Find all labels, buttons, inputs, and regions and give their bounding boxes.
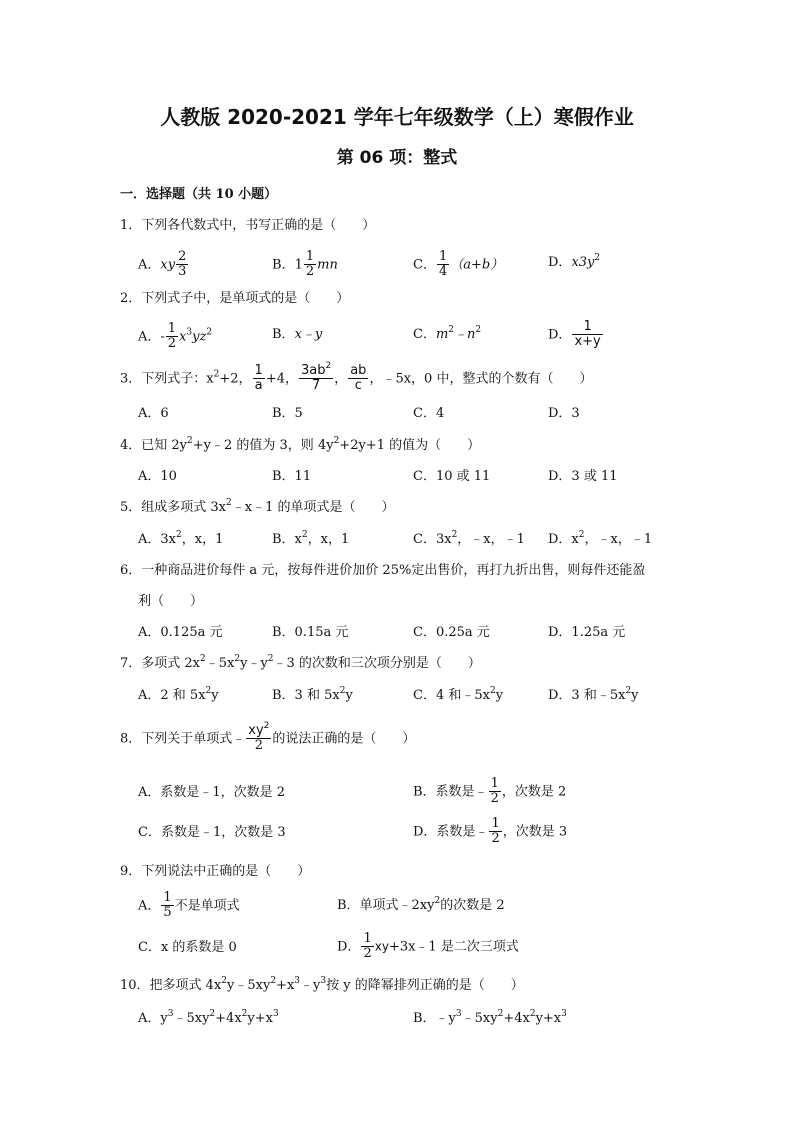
q1-option-c: C． $\frac{1}{4}$ （a+b） [413, 249, 504, 280]
q3-option-d: D．3 [548, 406, 580, 421]
q2-option-b: B．x﹣y [272, 327, 323, 342]
question-7-stem: 7．多项式 $2x^2﹣5x^2y﹣y^2﹣3$ 的次数和三次项分别是（ ） [120, 654, 481, 671]
fraction: $\frac{2}{3}$ [178, 249, 187, 280]
q6-option-a: A．0.125a 元 [138, 625, 223, 640]
q4-option-a: A．10 [138, 469, 177, 484]
fraction: $\frac{1}{2}$ [305, 249, 315, 280]
fraction: $\frac{1}{5}$ [163, 890, 172, 921]
fraction: $\frac{ab}{c}$ [350, 363, 367, 394]
q1-option-b: B．1 $\frac{1}{2}$ mn [272, 249, 338, 280]
q10-option-b: B．$﹣y^3﹣5xy^2+4x^2y+x^3$ [413, 1009, 567, 1026]
fraction: $\frac{1}{a}$ [254, 363, 263, 394]
document-title: 人教版 2020-2021 学年七年级数学（上）寒假作业 [160, 105, 634, 129]
q9-option-a: A． $\frac{1}{5}$ 不是单项式 [138, 890, 240, 921]
q8-option-a: A．系数是﹣1，次数是 2 [138, 785, 286, 800]
fraction: $\frac{1}{4}$ [438, 249, 448, 280]
question-9-stem: 9．下列说法中正确的是（ ） [120, 864, 311, 879]
q9-option-c: C．x 的系数是 0 [138, 940, 237, 955]
q7-option-d: D．3 和$﹣5x^2y$ [548, 686, 639, 703]
document-subtitle: 第 06 项：整式 [336, 148, 458, 168]
q9-option-b: B．单项式$﹣2xy^2$的次数是 2 [337, 896, 505, 913]
question-8-stem: 8．下列关于单项式﹣ $\frac{xy^2}{2}$ 的说法正确的是（ ） [120, 721, 416, 754]
fraction: $\frac{3ab^2}{7}$ [300, 361, 332, 394]
question-5-stem: 5．组成多项式 $3x^2﹣x﹣1$ 的单项式是（ ） [120, 498, 395, 515]
question-3-stem: 3．下列式子：$x^2+2$， $\frac{1}{a}$ +4， $\frac{3ab^2}{7}$ ， $\frac{ab}{c}$ ，﹣5x，0 中，整式的个数有（ ） [120, 361, 593, 394]
q2-option-d: D． $\frac{1}{x+y}$ [548, 319, 601, 350]
q1-option-a: A．xy $\frac{2}{3}$ [138, 249, 187, 280]
q1-option-d: D．$x3y^2$ [548, 253, 601, 270]
q9-option-d: D． $\frac{1}{2}$ xy+3x﹣1 是二次三项式 [337, 931, 519, 962]
section-heading: 一．选择题（共 10 小题） [120, 187, 278, 202]
q5-option-b: B．$x^2$，x，1 [272, 530, 350, 547]
q3-option-a: A．6 [138, 406, 169, 421]
q3-option-b: B．5 [272, 406, 303, 421]
question-1-stem: 1．下列各代数式中，书写正确的是（ ） [120, 218, 376, 233]
question-6-stem-line-1: 6．一种商品进价每件 a 元，按每件进价加价 25%定出售价，再打九折出售，则每件还能盈 [120, 563, 646, 578]
q6-option-d: D．1.25a 元 [548, 625, 626, 640]
q8-option-b: B．系数是﹣ $\frac{1}{2}$ ，次数是 2 [413, 776, 567, 807]
question-6-stem-line-2: 利（ ） [138, 594, 204, 609]
q4-option-b: B．11 [272, 469, 312, 484]
q7-option-a: A．2 和 $5x^2y$ [138, 686, 219, 703]
fraction: $\frac{1}{x+y}$ [574, 319, 601, 350]
q3-option-c: C．4 [413, 406, 445, 421]
q5-option-a: A．$3x^2$，x，1 [138, 530, 224, 547]
q4-option-d: D．3 或 11 [548, 469, 618, 484]
question-2-stem: 2．下列式子中，是单项式的是（ ） [120, 291, 350, 306]
q8-option-d: D．系数是﹣ $\frac{1}{2}$ ，次数是 3 [413, 816, 568, 847]
q8-option-c: C．系数是﹣1，次数是 3 [138, 825, 286, 840]
question-4-stem: 4．已知 $2y^2+y﹣2$ 的值为 3，则 $4y^2+2y+1$ 的值为（ ） [120, 436, 481, 453]
fraction: $\frac{1}{2}$ [363, 931, 372, 962]
q2-option-a: A．- $\frac{1}{2}$ $x^3yz^2$ [138, 321, 213, 352]
q6-option-b: B．0.15a 元 [272, 625, 349, 640]
fraction: $\frac{1}{2}$ [167, 321, 177, 352]
fraction: $\frac{1}{2}$ [491, 816, 500, 847]
q10-option-a: A．$y^3﹣5xy^2+4x^2y+x^3$ [138, 1009, 279, 1026]
q5-option-d: D．$x^2$，﹣x，﹣1 [548, 530, 653, 547]
q5-option-c: C．$3x^2$，﹣x，﹣1 [413, 530, 525, 547]
q4-option-c: C．10 或 11 [413, 469, 491, 484]
fraction: $\frac{1}{2}$ [490, 776, 499, 807]
q7-option-b: B．3 和 $5x^2y$ [272, 686, 353, 703]
q7-option-c: C．4 和$﹣5x^2y$ [413, 686, 504, 703]
question-10-stem: 10．把多项式 $4x^2y﹣5xy^2+x^3﹣y^3$按 y 的降幂排列正确的是（ ） [120, 976, 524, 993]
q6-option-c: C．0.25a 元 [413, 625, 490, 640]
q2-option-c: C．$m^2﹣n^2$ [413, 325, 482, 342]
fraction: $\frac{xy^2}{2}$ [248, 721, 270, 754]
